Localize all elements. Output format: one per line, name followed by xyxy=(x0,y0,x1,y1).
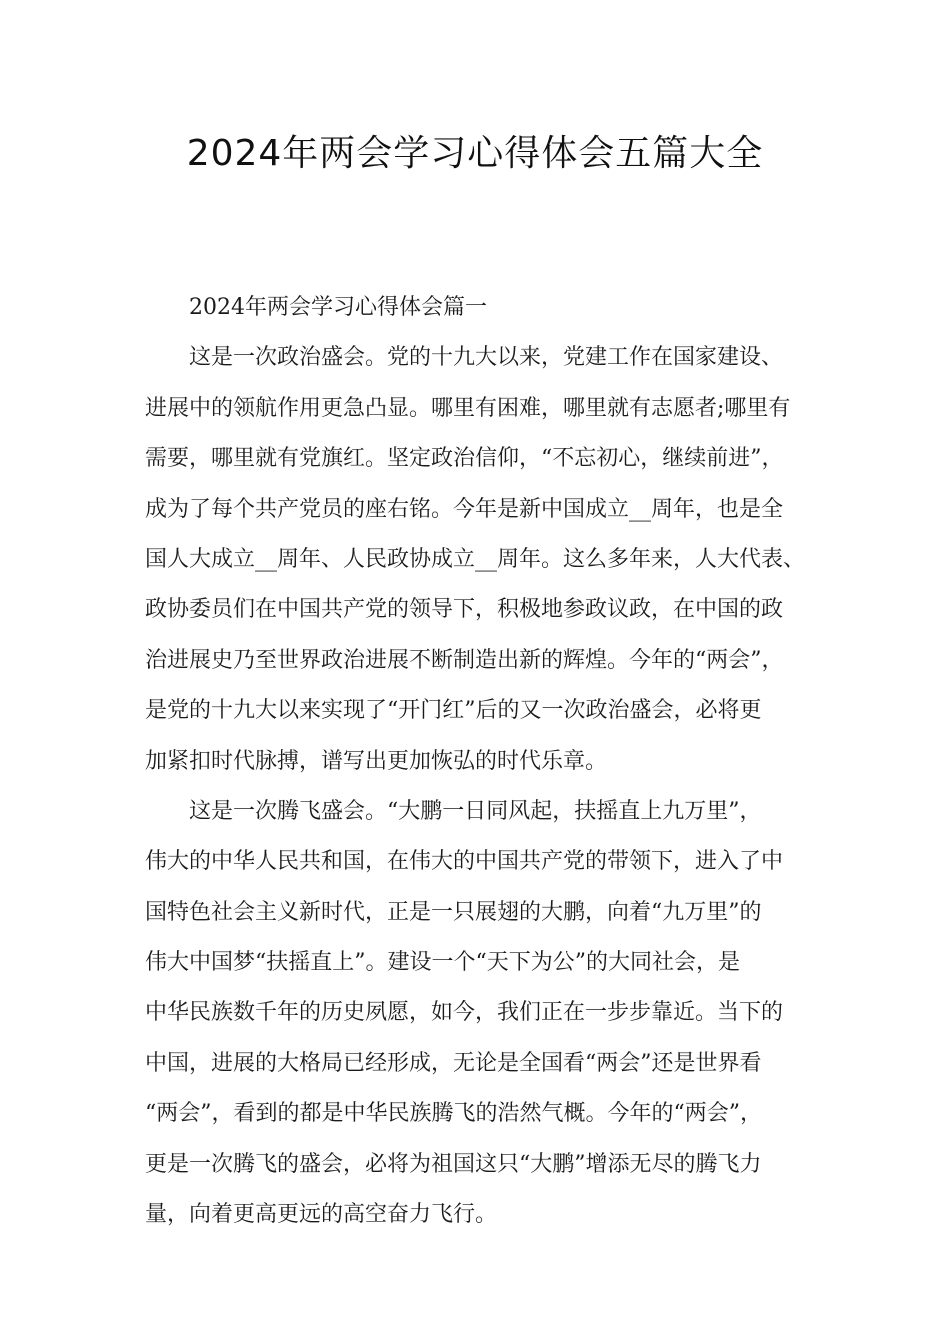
paragraph-line: 中华民族数千年的历史夙愿，如今，我们正在一步步靠近。当下的 xyxy=(145,1000,784,1026)
paragraph-line: 更是一次腾飞的盛会，必将为祖国这只“大鹏”增添无尽的腾飞力 xyxy=(145,1151,762,1177)
paragraph-line: 国人大成立__周年、人民政协成立__周年。这么多年来，人大代表、 xyxy=(145,546,806,572)
paragraph-line: 伟大中国梦“扶摇直上”。建设一个“天下为公”的大同社会，是 xyxy=(145,950,740,976)
document-body xyxy=(145,283,817,1240)
paragraph-line: 加紧扣时代脉搏，谱写出更加恢弘的时代乐章。 xyxy=(145,748,608,774)
paragraph-line: 量，向着更高更远的高空奋力飞行。 xyxy=(145,1202,498,1228)
paragraph-line: 这是一次腾飞盛会。“大鹏一日同风起，扶摇直上九万里”， xyxy=(189,798,762,824)
paragraph-line: 中国，进展的大格局已经形成，无论是全国看“两会”还是世界看 xyxy=(145,1050,762,1076)
paragraph-1 xyxy=(145,333,817,787)
paragraph-line: 国特色社会主义新时代，正是一只展翅的大鹏，向着“九万里”的 xyxy=(145,899,762,925)
section-heading: 2024年两会学习心得体会篇一 xyxy=(189,295,487,320)
paragraph-line: 进展中的领航作用更急凸显。哪里有困难，哪里就有志愿者;哪里有 xyxy=(145,395,791,421)
paragraph-line: 是党的十九大以来实现了“开门红”后的又一次政治盛会，必将更 xyxy=(145,698,762,724)
paragraph-line: 治进展史乃至世界政治进展不断制造出新的辉煌。今年的“两会”， xyxy=(145,647,784,673)
paragraph-line: 需要，哪里就有党旗红。坚定政治信仰，“不忘初心，继续前进”， xyxy=(145,446,784,472)
paragraph-2 xyxy=(145,787,817,1241)
paragraph-line: 伟大的中华人民共和国，在伟大的中国共产党的带领下，进入了中 xyxy=(145,849,784,875)
paragraph-line: 政协委员们在中国共产党的领导下，积极地参政议政，在中国的政 xyxy=(145,597,784,623)
document-title: 2024年两会学习心得体会五篇大全 xyxy=(186,133,764,174)
paragraph-line: 这是一次政治盛会。党的十九大以来，党建工作在国家建设、 xyxy=(189,345,784,371)
paragraph-line: 成为了每个共产党员的座右铭。今年是新中国成立__周年，也是全 xyxy=(145,496,784,522)
paragraph-line: “两会”，看到的都是中华民族腾飞的浩然气概。今年的“两会”， xyxy=(145,1101,762,1127)
